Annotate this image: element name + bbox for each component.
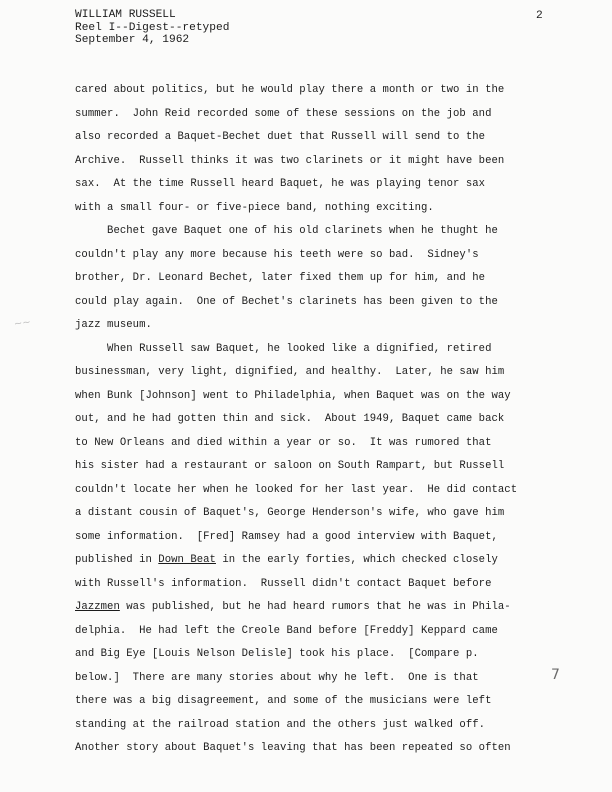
line-text: with a small four- or five-piece band, nothing exciting. [75,201,434,214]
line-text: couldn't locate her when he looked for her last year. He did contact [75,483,518,496]
text-line [75,366,504,378]
header-date: September 4, 1962 [75,34,190,46]
text-line [75,437,491,449]
text-line [75,84,504,96]
text-line [75,601,511,613]
line-text: in the early forties, which checked closely [215,554,498,566]
line-text: Another story about Baquet's leaving that has been repeated so often [75,742,511,754]
text-line [75,507,504,519]
handwritten-mark-right: 7 [551,667,560,683]
line-text: couldn't play any more because his teeth were so bad. Sidney's [75,248,479,261]
text-line [75,343,491,355]
line-text: below.] There are many stories about why he left. One is that [75,671,479,684]
line-text: there was a big disagreement, and some of the musicians were left [75,695,492,707]
text-line [75,108,491,120]
text-line [75,625,498,637]
line-text: delphia. He had left the Creole Band before [Freddy] Keppard came [75,624,498,637]
text-line [75,319,152,331]
text-line [75,131,485,143]
line-text: When Russell saw Baquet, he looked like a dignified, retired [75,342,492,355]
line-text: a distant cousin of Baquet's, George Henderson's wife, who gave him [75,507,505,519]
line-text: some information. [Fred] Ramsey had a good interview with Baquet, [75,530,498,543]
underlined-title: Down Beat [158,554,216,566]
line-text: summer. John Reid recorded some of these sessions on the job and [75,107,492,120]
text-line [75,484,517,496]
header-name: WILLIAM RUSSELL [75,9,176,21]
text-line [75,202,434,214]
text-line [75,672,479,684]
line-text: out, and he had gotten thin and sick. About 1949, Baquet came back [75,413,505,425]
line-text: published in [75,554,159,566]
text-line [75,272,485,284]
line-text: also recorded a Baquet-Bechet duet that Russell will send to the [75,131,486,143]
text-line [75,554,498,566]
text-line [75,249,479,261]
line-text: was published, but he had heard rumors that he was in Phila- [119,601,511,613]
page-number: 2 [536,10,543,22]
text-line [75,225,498,237]
line-text: Bechet gave Baquet one of his old clarinets when he thught he [75,225,498,237]
line-text: could play again. One of Bechet's clarinets has been given to the [75,295,498,308]
text-line [75,390,511,402]
line-text: Archive. Russell thinks it was two clarinets or it might have been [75,154,505,167]
text-line [75,578,491,590]
underlined-title: Jazzmen [75,601,120,613]
line-text: brother, Dr. Leonard Bechet, later fixed them up for him, and he [75,272,486,284]
line-text: jazz museum. [75,319,152,331]
margin-scribble-left: ~~ [13,316,32,331]
text-line [75,296,498,308]
text-line [75,460,504,472]
text-line [75,413,504,425]
text-line [75,531,498,543]
text-line [75,155,504,167]
line-text: with Russell's information. Russell didn't contact Baquet before [75,577,492,590]
header-reel: Reel I--Digest--retyped [75,21,230,34]
line-text: standing at the railroad station and the others just walked off. [75,718,486,731]
line-text: businessman, very light, dignified, and healthy. Later, he saw him [75,366,505,378]
line-text: when Bunk [Johnson] went to Philadelphia, when Baquet was on the way [75,389,511,402]
line-text: sax. At the time Russell heard Baquet, he was playing tenor sax [75,178,486,190]
text-line [75,178,485,190]
text-line [75,695,491,707]
line-text: his sister had a restaurant or saloon on South Rampart, but Russell [75,460,505,472]
text-line [75,719,485,731]
line-text: and Big Eye [Louis Nelson Delisle] took his place. [Compare p. [75,648,479,660]
line-text: cared about politics, but he would play there a month or two in the [75,84,505,96]
text-line [75,742,511,754]
text-line [75,648,479,660]
line-text: to New Orleans and died within a year or so. It was rumored that [75,436,492,449]
